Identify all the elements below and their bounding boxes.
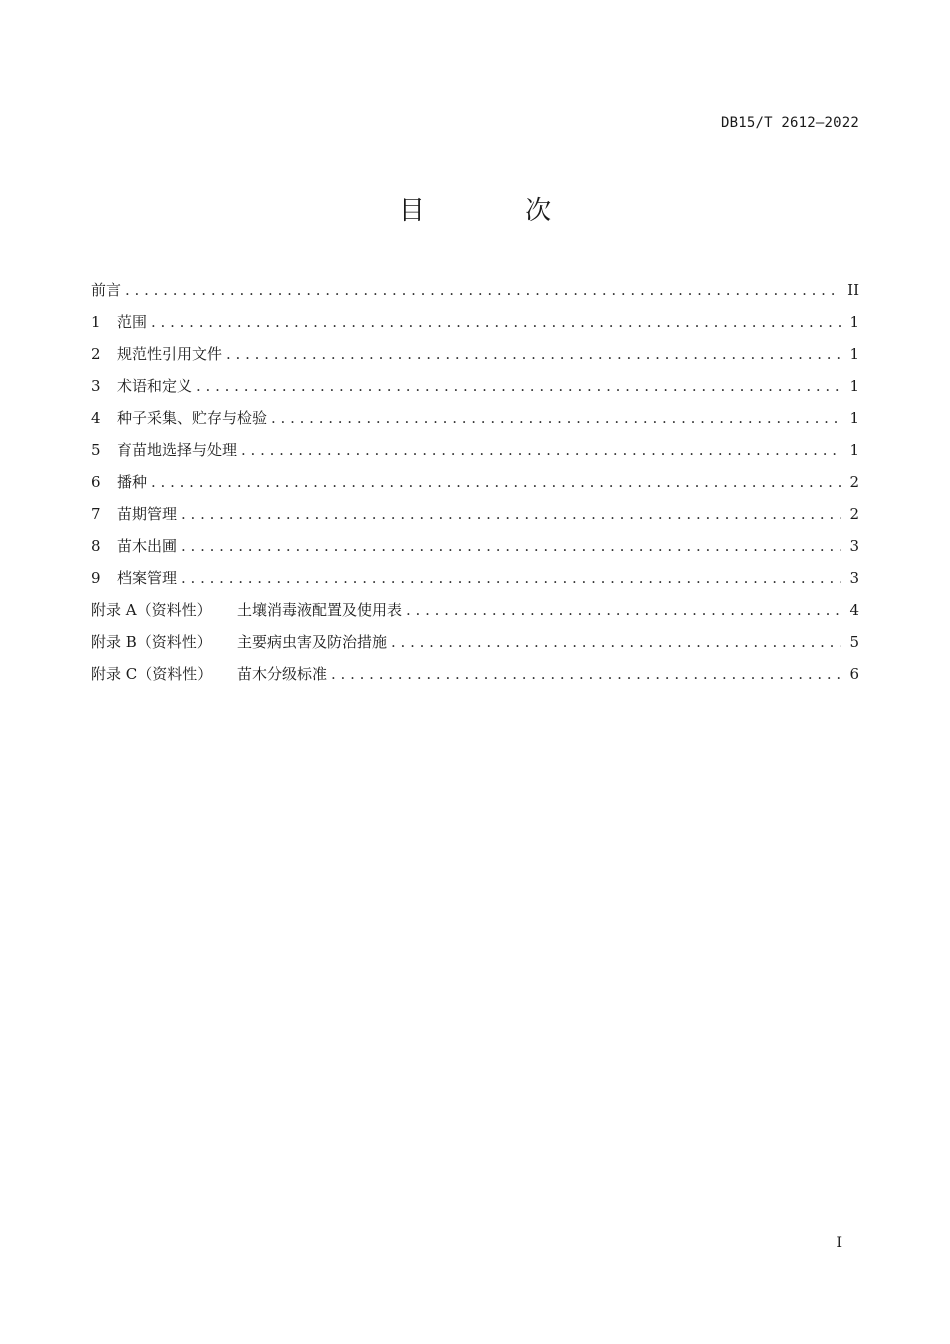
entry-title: 苗木出圃 [117,537,178,555]
toc-entry-seed-collection[interactable] [91,406,859,438]
entry-page: 1 [849,313,859,331]
dot-leader [125,278,841,302]
toc-entry-foreword[interactable] [91,278,859,310]
entry-title: 播种 [117,473,148,491]
dot-leader [181,566,841,590]
entry-title: 规范性引用文件 [117,345,223,363]
appendix-label: 附录 B（资料性） [91,633,212,651]
entry-page: 6 [849,665,859,683]
toc-entry-appendix-a[interactable] [91,598,859,630]
dot-leader [406,598,841,622]
entry-page: 3 [849,537,859,555]
dot-leader [226,342,841,366]
entry-page: 2 [849,505,859,523]
toc-entry-seedling-lifting[interactable] [91,534,859,566]
toc-title: 目 次 [398,196,598,226]
dot-leader [241,438,841,462]
entry-number: 5 [91,441,101,459]
table-of-contents [91,278,859,694]
entry-number: 7 [91,505,101,523]
entry-number: 1 [91,313,101,331]
appendix-label: 附录 C（资料性） [91,665,213,683]
entry-page: 2 [849,473,859,491]
toc-entry-scope[interactable] [91,310,859,342]
toc-entry-normative-references[interactable] [91,342,859,374]
page-number: I [836,1235,842,1251]
entry-page: II [847,281,859,299]
toc-entry-terms-definitions[interactable] [91,374,859,406]
entry-page: 5 [849,633,859,651]
dot-leader [181,534,841,558]
entry-number: 4 [91,409,101,427]
entry-title: 土壤消毒液配置及使用表 [237,601,403,619]
entry-page: 1 [849,345,859,363]
toc-entry-appendix-c[interactable] [91,662,859,694]
dot-leader [151,310,841,334]
entry-title: 术语和定义 [117,377,193,395]
dot-leader [196,374,841,398]
toc-entry-appendix-b[interactable] [91,630,859,662]
toc-entry-nursery-site[interactable] [91,438,859,470]
entry-page: 4 [849,601,859,619]
entry-page: 1 [849,409,859,427]
dot-leader [331,662,841,686]
entry-title: 档案管理 [117,569,178,587]
dot-leader [181,502,841,526]
entry-number: 9 [91,569,101,587]
entry-title: 苗木分级标准 [237,665,328,683]
document-code: DB15/T 2612—2022 [720,115,859,131]
entry-title: 种子采集、贮存与检验 [117,409,268,427]
appendix-label: 附录 A（资料性） [91,601,212,619]
entry-number: 2 [91,345,101,363]
entry-number: 8 [91,537,101,555]
entry-page: 1 [849,377,859,395]
entry-page: 3 [849,569,859,587]
entry-title: 前言 [91,281,122,299]
toc-entry-seedling-management[interactable] [91,502,859,534]
dot-leader [151,470,841,494]
dot-leader [271,406,841,430]
entry-page: 1 [849,441,859,459]
entry-title: 主要病虫害及防治措施 [237,633,388,651]
entry-title: 范围 [117,313,148,331]
entry-title: 苗期管理 [117,505,178,523]
entry-number: 6 [91,473,101,491]
entry-title: 育苗地选择与处理 [117,441,238,459]
dot-leader [391,630,841,654]
toc-entry-sowing[interactable] [91,470,859,502]
entry-number: 3 [91,377,101,395]
toc-entry-archive-management[interactable] [91,566,859,598]
